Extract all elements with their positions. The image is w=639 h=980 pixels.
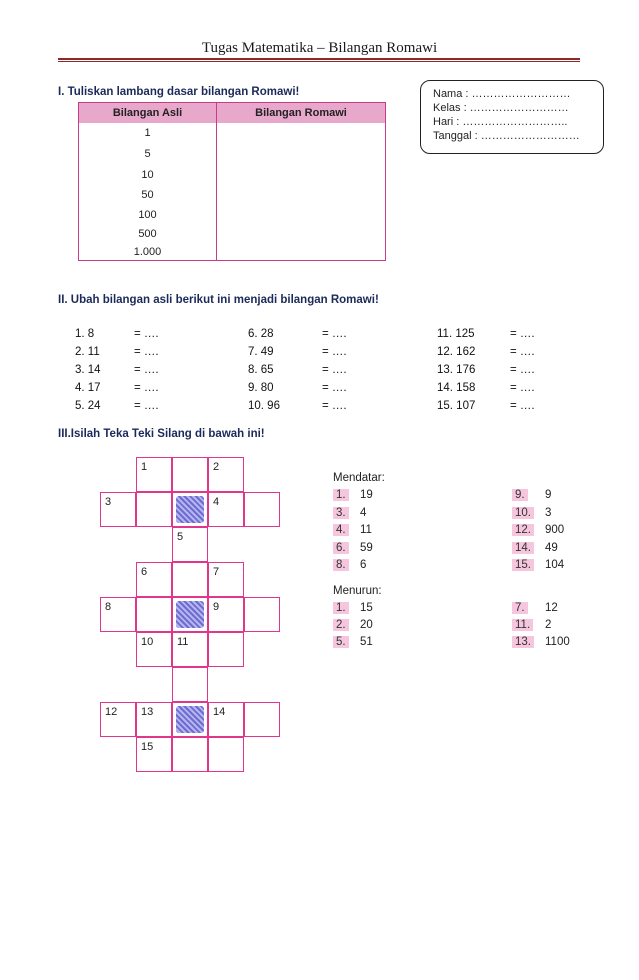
exercise-answer[interactable]: = ….: [134, 364, 159, 376]
clue-number: 1.: [333, 602, 349, 614]
crossword-cell[interactable]: [136, 597, 172, 632]
crossword-cell-number: 15: [141, 741, 154, 753]
clue-value: 6: [360, 559, 367, 571]
crossword-cell[interactable]: [136, 492, 172, 527]
exercise-item: 7. 49: [248, 346, 274, 358]
crossword-cell[interactable]: [172, 562, 208, 597]
exercise-item: 15. 107: [437, 400, 476, 412]
crossword-cell[interactable]: [244, 492, 280, 527]
crossword-cell-number: 12: [105, 706, 118, 718]
identity-box: [420, 80, 604, 154]
exercise-answer[interactable]: = ….: [322, 364, 347, 376]
crossword-cell-number: 9: [213, 601, 220, 613]
exercise-answer[interactable]: = ….: [322, 400, 347, 412]
clue-number: 13.: [512, 636, 534, 648]
clue-value: 2: [545, 619, 552, 631]
crossword-cell[interactable]: [100, 702, 136, 737]
table-value: 100: [138, 209, 157, 221]
table-value: 5: [144, 148, 151, 160]
crossword-cell[interactable]: [136, 632, 172, 667]
crossword-cell-number: 14: [213, 706, 226, 718]
exercise-item: 11. 125: [437, 328, 475, 340]
exercise-item: 12. 162: [437, 346, 476, 358]
exercise-answer[interactable]: = ….: [322, 346, 347, 358]
exercise-answer[interactable]: = ….: [134, 400, 159, 412]
crossword-cell[interactable]: [172, 632, 208, 667]
exercise-item: 14. 158: [437, 382, 476, 394]
clue-value: 9: [545, 489, 552, 501]
clue-value: 20: [360, 619, 373, 631]
clue-number: 9.: [512, 489, 528, 501]
crossword-cell[interactable]: [172, 457, 208, 492]
clue-value: 59: [360, 542, 373, 554]
exercise-item: 4. 17: [75, 382, 101, 394]
clue-number: 14.: [512, 542, 534, 554]
clue-number: 1.: [333, 489, 349, 501]
crossword-cell[interactable]: [244, 702, 280, 737]
crossword-cell[interactable]: [208, 597, 244, 632]
crossword-cell-number: 6: [141, 566, 148, 578]
clue-number: 3.: [333, 507, 349, 519]
table-divider: [216, 103, 217, 260]
crossword-cell[interactable]: [136, 457, 172, 492]
nama-field[interactable]: Nama : ………………………: [433, 88, 571, 100]
crossword-cell[interactable]: [208, 562, 244, 597]
menurun-heading: Menurun:: [333, 585, 382, 597]
crossword-cell[interactable]: [136, 737, 172, 772]
crossword-cell[interactable]: [100, 597, 136, 632]
exercise-item: 8. 65: [248, 364, 274, 376]
clue-value: 1100: [545, 636, 570, 648]
crossword-cell-shaded: [172, 597, 208, 632]
exercise-answer[interactable]: = ….: [134, 346, 159, 358]
exercise-answer[interactable]: = ….: [322, 382, 347, 394]
title-rule-thin: [58, 61, 580, 62]
exercise-answer[interactable]: = ….: [510, 328, 535, 340]
clue-value: 51: [360, 636, 373, 648]
crossword-cell[interactable]: [100, 492, 136, 527]
crossword-cell-number: 13: [141, 706, 154, 718]
crossword-cell[interactable]: [208, 492, 244, 527]
clue-value: 15: [360, 602, 373, 614]
exercise-answer[interactable]: = ….: [510, 382, 535, 394]
section-3-heading: III.Isilah Teka Teki Silang di bawah ini!: [58, 428, 265, 440]
clue-value: 104: [545, 559, 565, 571]
crossword-cell[interactable]: [208, 457, 244, 492]
crossword-cell-shaded: [172, 702, 208, 737]
crossword-cell-number: 8: [105, 601, 112, 613]
crossword-cell-number: 2: [213, 461, 220, 473]
exercise-item: 9. 80: [248, 382, 274, 394]
crossword-cell[interactable]: [244, 597, 280, 632]
clue-value: 3: [545, 507, 552, 519]
exercise-answer[interactable]: = ….: [510, 346, 535, 358]
clue-number: 15.: [512, 559, 534, 571]
roman-table: [78, 102, 386, 261]
table-value: 500: [138, 228, 157, 240]
clue-number: 11.: [512, 619, 533, 631]
header-bilangan-asli: Bilangan Asli: [112, 107, 183, 119]
title-rule: [58, 58, 580, 60]
table-value: 1: [144, 127, 151, 139]
clue-value: 12: [545, 602, 558, 614]
header-bilangan-romawi: Bilangan Romawi: [255, 107, 347, 119]
crossword-cell[interactable]: [136, 702, 172, 737]
exercise-item: 3. 14: [75, 364, 101, 376]
tanggal-field[interactable]: Tanggal : ………………………: [433, 130, 580, 142]
crossword-cell[interactable]: [208, 702, 244, 737]
clue-number: 8.: [333, 559, 349, 571]
exercise-answer[interactable]: = ….: [322, 328, 347, 340]
crossword-cell-number: 10: [141, 636, 154, 648]
mendatar-heading: Mendatar:: [333, 472, 385, 484]
crossword-cell[interactable]: [172, 527, 208, 562]
crossword-cell[interactable]: [136, 562, 172, 597]
clue-value: 4: [360, 507, 367, 519]
clue-value: 19: [360, 489, 373, 501]
kelas-field[interactable]: Kelas : ………………………: [433, 102, 569, 114]
exercise-item: 10. 96: [248, 400, 280, 412]
crossword-cell-number: 11: [177, 636, 189, 648]
clue-value: 900: [545, 524, 565, 536]
crossword-cell[interactable]: [172, 667, 208, 702]
crossword-cell-number: 1: [141, 461, 148, 473]
table-value: 10: [141, 169, 154, 181]
table-value: 1.000: [133, 246, 162, 258]
crossword-cell[interactable]: [208, 737, 244, 772]
crossword-cell[interactable]: [208, 632, 244, 667]
exercise-answer[interactable]: = ….: [134, 382, 159, 394]
crossword-cell-number: 5: [177, 531, 184, 543]
exercise-item: 5. 24: [75, 400, 101, 412]
section-2-heading: II. Ubah bilangan asli berikut ini menjadi bilangan Romawi!: [58, 294, 379, 306]
clue-number: 5.: [333, 636, 349, 648]
clue-number: 4.: [333, 524, 349, 536]
exercise-item: 6. 28: [248, 328, 274, 340]
clue-number: 2.: [333, 619, 349, 631]
crossword-cell-number: 3: [105, 496, 112, 508]
crossword-cell-shaded: [172, 492, 208, 527]
crossword-cell[interactable]: [172, 737, 208, 772]
exercise-item: 2. 11: [75, 346, 100, 358]
exercise-item: 13. 176: [437, 364, 476, 376]
table-value: 50: [141, 189, 154, 201]
clue-value: 49: [545, 542, 558, 554]
clue-number: 12.: [512, 524, 534, 536]
crossword-cell-number: 7: [213, 566, 220, 578]
clue-number: 10.: [512, 507, 534, 519]
exercise-item: 1. 8: [75, 328, 95, 340]
exercise-answer[interactable]: = ….: [510, 400, 535, 412]
crossword-cell-number: 4: [213, 496, 220, 508]
hari-field[interactable]: Hari : ………………………..: [433, 116, 568, 128]
page-title: Tugas Matematika – Bilangan Romawi: [201, 40, 438, 56]
exercise-answer[interactable]: = ….: [510, 364, 535, 376]
clue-value: 11: [360, 524, 372, 536]
clue-number: 7.: [512, 602, 528, 614]
exercise-answer[interactable]: = ….: [134, 328, 159, 340]
clue-number: 6.: [333, 542, 349, 554]
section-1-heading: I. Tuliskan lambang dasar bilangan Romawi!: [58, 86, 300, 98]
